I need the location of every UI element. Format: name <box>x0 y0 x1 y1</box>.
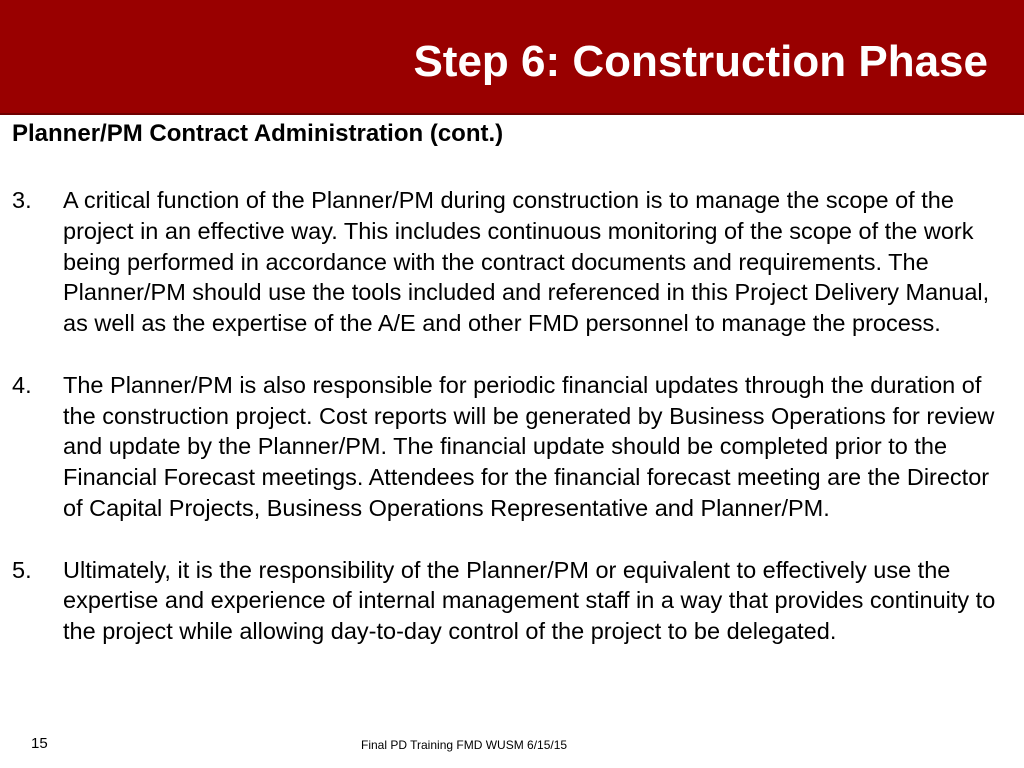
list-item-text: Ultimately, it is the responsibility of the Planner/PM or equivalent to effectively use the expertise and experience of internal management staff in a way that provides continuity to the project while allowing day-to-day control of the project to be delegated. <box>63 556 996 645</box>
list-item-number: 5. <box>12 556 32 583</box>
list-item <box>12 555 1012 647</box>
list-item-number: 4. <box>12 371 32 398</box>
list-item <box>12 185 1012 339</box>
title-bar <box>0 0 1024 115</box>
list-item <box>12 370 1012 524</box>
page-number: 15 <box>31 735 48 752</box>
slide-title: Step 6: Construction Phase <box>413 37 988 86</box>
list-item-text: A critical function of the Planner/PM during construction is to manage the scope of the project in an effective way. This includes continuous monitoring of the scope of the work being performed in accordance with the contract documents and requirements. The Planner/PM should use the tools included and referenced in this Project Delivery Manual, as well as the expertise of the A/E and other FMD personnel to manage the process. <box>63 187 990 337</box>
footer-text: Final PD Training FMD WUSM 6/15/15 <box>361 738 568 752</box>
list-item-number: 3. <box>12 187 32 213</box>
slide-subtitle: Planner/PM Contract Administration (cont.) <box>12 120 504 147</box>
list-item-text: The Planner/PM is also responsible for periodic financial updates through the duration of the construction project. Cost reports will be generated by Business Operations for review and update by the Planner/PM. The financial update should be completed prior to the Financial Forecast meetings. Attendees for the financial forecast meeting are the Director of Capital Projects, Business Operations Representative and Planner/PM. <box>63 371 995 521</box>
numbered-list <box>12 185 1012 678</box>
